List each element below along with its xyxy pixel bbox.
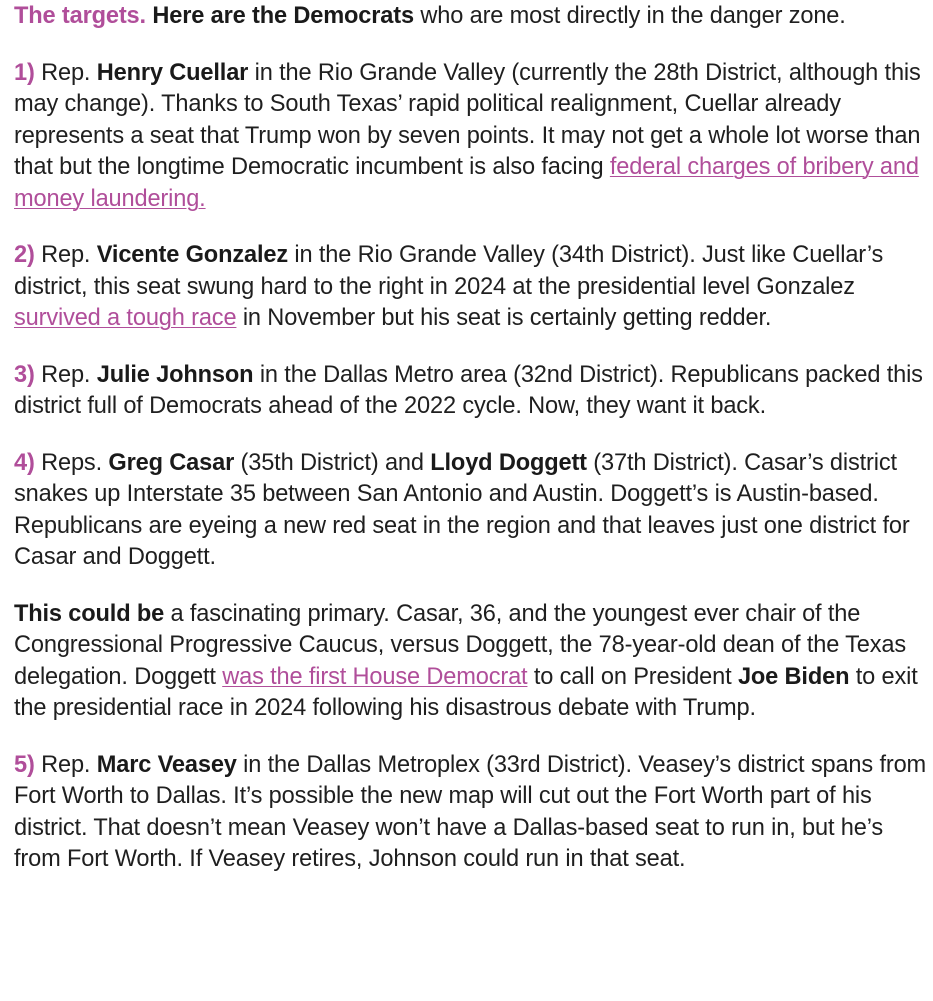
paragraph-lead: This could be xyxy=(14,600,165,627)
intro-paragraph xyxy=(14,1,930,33)
person-name: Marc Veasey xyxy=(96,751,237,778)
primary-paragraph: This could be a fascinating primary. Casar, 36, and the youngest ever chair of the Congressional Progressive Caucus, versus Doggett, the 78-year-old dean of the Texas delegation. Doggett was the first House Democrat to call on President Joe Biden to exit the presidential race in 2024 following his disastrous debate with Trump. xyxy=(14,600,918,721)
tough-race-link[interactable]: survived a tough race xyxy=(14,305,237,331)
target-2-paragraph: 2) Rep. Vicente Gonzalez in the Rio Grande Valley (34th District). Just like Cuellar’s district, this seat swung hard to the right in 2024 at the presidential level Gonzalez survived a tough race in November but his seat is certainly getting redder. xyxy=(14,242,884,331)
person-name: Julie Johnson xyxy=(96,361,254,388)
intro-bold: Here are the Democrats xyxy=(152,3,414,29)
bribery-charges-link[interactable]: federal charges of bribery and money laundering. xyxy=(14,154,919,212)
first-house-democrat-link[interactable]: was the first House Democrat xyxy=(222,663,528,690)
intro-text: who are most directly in the danger zone. xyxy=(413,3,846,29)
list-number: 1) xyxy=(14,59,35,86)
article-body xyxy=(0,1,930,876)
person-name: Joe Biden xyxy=(737,663,850,690)
person-name: Greg Casar xyxy=(108,449,235,476)
person-name: Henry Cuellar xyxy=(96,59,249,86)
section-lead: The targets. xyxy=(14,3,146,29)
person-name: Lloyd Doggett xyxy=(430,449,587,476)
person-name: Vicente Gonzalez xyxy=(96,242,288,268)
list-number: 5) xyxy=(14,751,35,778)
target-4-paragraph: 4) Reps. Greg Casar (35th District) and Lloyd Doggett (37th District). Casar’s district snakes up Interstate 35 between San Antonio and Austin. Doggett’s is Austin-based. Republicans are eyeing a new red seat in the region and that leaves just one district for Casar and Doggett. xyxy=(14,449,910,570)
list-number: 2) xyxy=(14,242,35,268)
target-3-paragraph: 3) Rep. Julie Johnson in the Dallas Metro area (32nd District). Republicans packed this district full of Democrats ahead of the 2022 cycle. Now, they want it back. xyxy=(14,361,923,419)
target-1-paragraph: 1) Rep. Henry Cuellar in the Rio Grande Valley (currently the 28th District, although this may change). Thanks to South Texas’ rapid political realignment, Cuellar already represents a seat that Trump won by seven points. It may not get a whole lot worse than that but the longtime Democratic incumbent is also facing federal charges of bribery and money laundering. xyxy=(14,59,921,212)
list-number: 3) xyxy=(14,361,35,388)
target-5-paragraph: 5) Rep. Marc Veasey in the Dallas Metroplex (33rd District). Veasey’s district spans from Fort Worth to Dallas. It’s possible the new map will cut out the Fort Worth part of his district. That doesn’t mean Veasey won’t have a Dallas-based seat to run in, but he’s from Fort Worth. If Veasey retires, Johnson could run in that seat. xyxy=(14,751,927,872)
list-number: 4) xyxy=(14,449,35,476)
